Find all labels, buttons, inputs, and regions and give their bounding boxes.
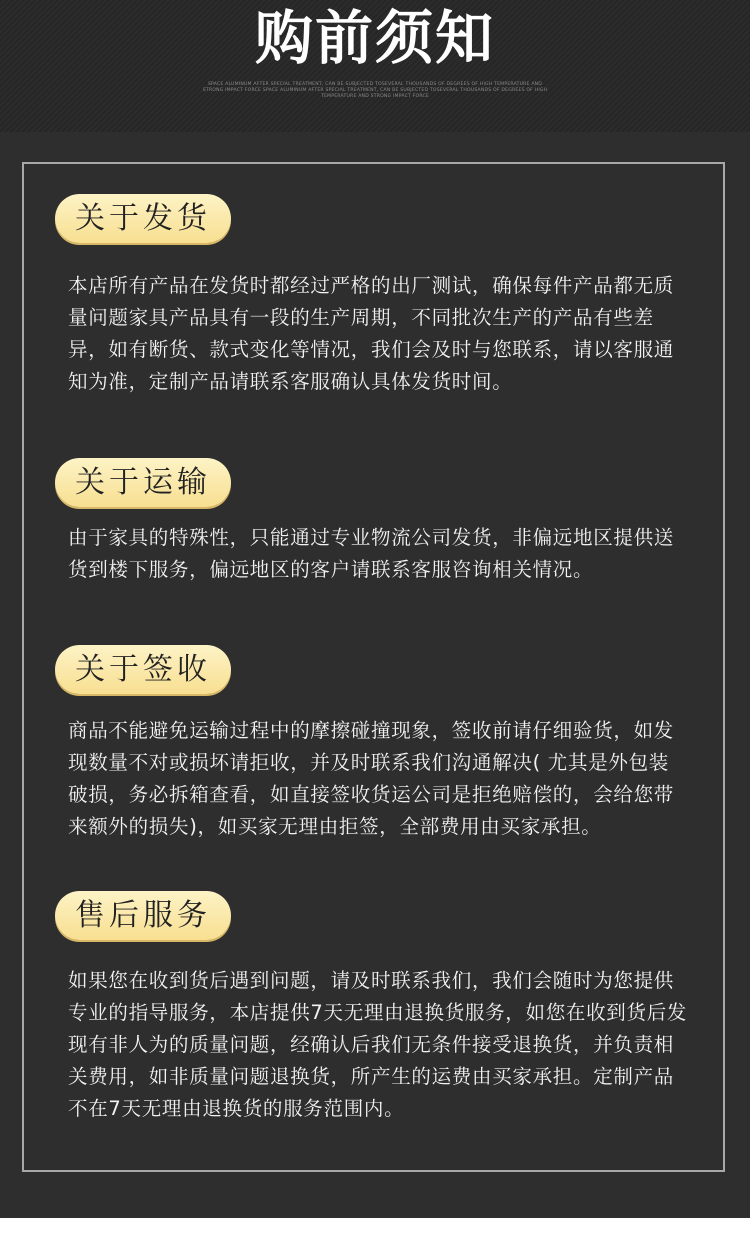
section-text: 由于家具的特殊性，只能通过专业物流公司发货，非偏远地区提供送货到楼下服务，偏远地区的客户请联系客服咨询相关情况。 <box>68 526 675 581</box>
section-text: 如果您在收到货后遇到问题，请及时联系我们，我们会随时为您提供专业的指导服务，本店提供7天无理由退换货服务，如您在收到货后发现有非人为的质量问题，经确认后我们无条件接受退换货，并负责相关费用，如非质量问题退换货，所产生的运费由买家承担。定制产品不在7天无理由退换货的服务范围内。 <box>68 969 688 1120</box>
page-title: 购前须知 <box>254 4 495 72</box>
section-heading: 售后服务 <box>55 891 231 940</box>
section-heading: 关于运输 <box>55 458 231 507</box>
section-text: 商品不能避免运输过程中的摩擦碰撞现象，签收前请仔细验货，如发现数量不对或损坏请拒收，并及时联系我们沟通解决( 尤其是外包装破损，务必拆箱查看，如直接签收货运公司是拒绝赔偿的，会给您带来额外的损失)，如买家无理由拒签，全部费用由买家承担。 <box>68 719 675 838</box>
notice-panel <box>22 162 725 1172</box>
section-heading: 关于签收 <box>55 645 231 694</box>
section-heading: 关于发货 <box>55 194 231 243</box>
header-banner <box>0 0 750 132</box>
bottom-strip <box>0 1218 750 1233</box>
header-subtitle: SPACE ALUMINUM AFTER SPECIAL TREATMENT, CAN BE SUBJECTED TOSEVERAL THOUSANDS OF DEGREES OF HIGH TEMPERATURE AND STRONG IMPACT FORCE SPACE ALUMINUM AFTER SPECIAL TREATMENT, CAN BE SUBJECTED TOSEVERAL THOUSANDS OF DEGREES OF HIGH TEMPERATURE AND STRONG IMPACT FORCE <box>202 82 548 99</box>
section-text: 本店所有产品在发货时都经过严格的出厂测试，确保每件产品都无质量问题家具产品具有一段的生产周期，不同批次生产的产品有些差异，如有断货、款式变化等情况，我们会及时与您联系，请以客服通知为准，定制产品请联系客服确认具体发货时间。 <box>68 274 675 393</box>
